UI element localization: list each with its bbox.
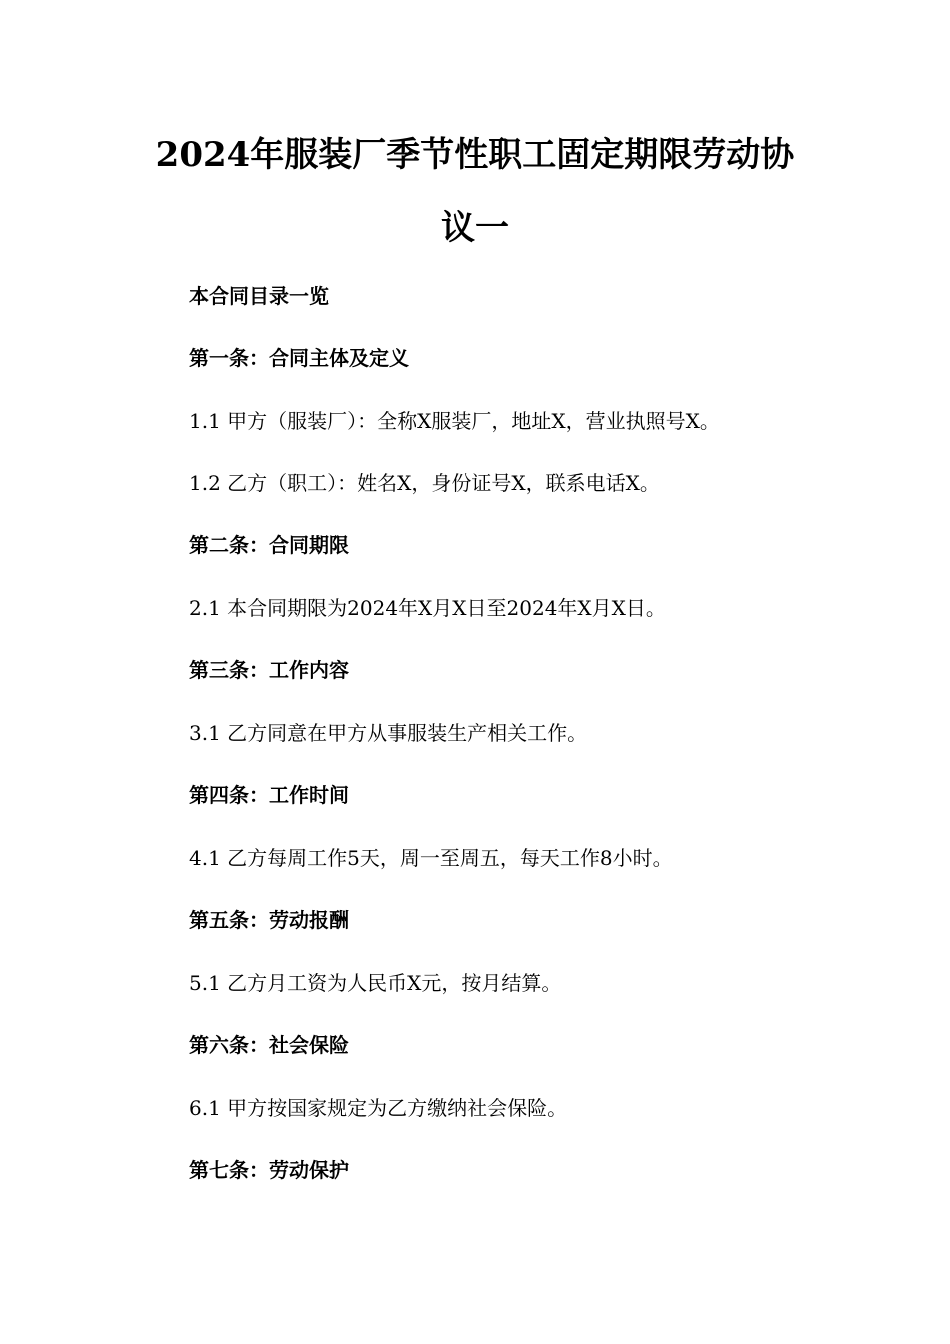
document-title-line-1: 2024年服装厂季节性职工固定期限劳动协 (155, 135, 795, 175)
clause-2-1: 2.1 本合同期限为2024年X月X日至2024年X月X日。 (189, 596, 666, 620)
clause-5-1: 5.1 乙方月工资为人民币X元，按月结算。 (189, 971, 562, 995)
clause-3-1: 3.1 乙方同意在甲方从事服装生产相关工作。 (189, 721, 588, 745)
clause-6-1: 6.1 甲方按国家规定为乙方缴纳社会保险。 (189, 1096, 568, 1120)
article-2-heading: 第二条：合同期限 (189, 533, 349, 557)
clause-4-1: 4.1 乙方每周工作5天，周一至周五，每天工作8小时。 (189, 846, 673, 870)
clause-1-1: 1.1 甲方（服装厂）：全称X服装厂，地址X，营业执照号X。 (189, 409, 720, 433)
article-5-heading: 第五条：劳动报酬 (189, 908, 349, 932)
clause-1-2: 1.2 乙方（职工）：姓名X，身份证号X，联系电话X。 (189, 471, 660, 495)
article-6-heading: 第六条：社会保险 (189, 1033, 349, 1057)
toc-heading: 本合同目录一览 (189, 284, 329, 308)
document-title-line-2: 议一 (441, 208, 509, 248)
article-3-heading: 第三条：工作内容 (189, 658, 349, 682)
article-1-heading: 第一条：合同主体及定义 (189, 346, 409, 370)
article-4-heading: 第四条：工作时间 (189, 783, 349, 807)
article-7-heading: 第七条：劳动保护 (189, 1158, 349, 1182)
